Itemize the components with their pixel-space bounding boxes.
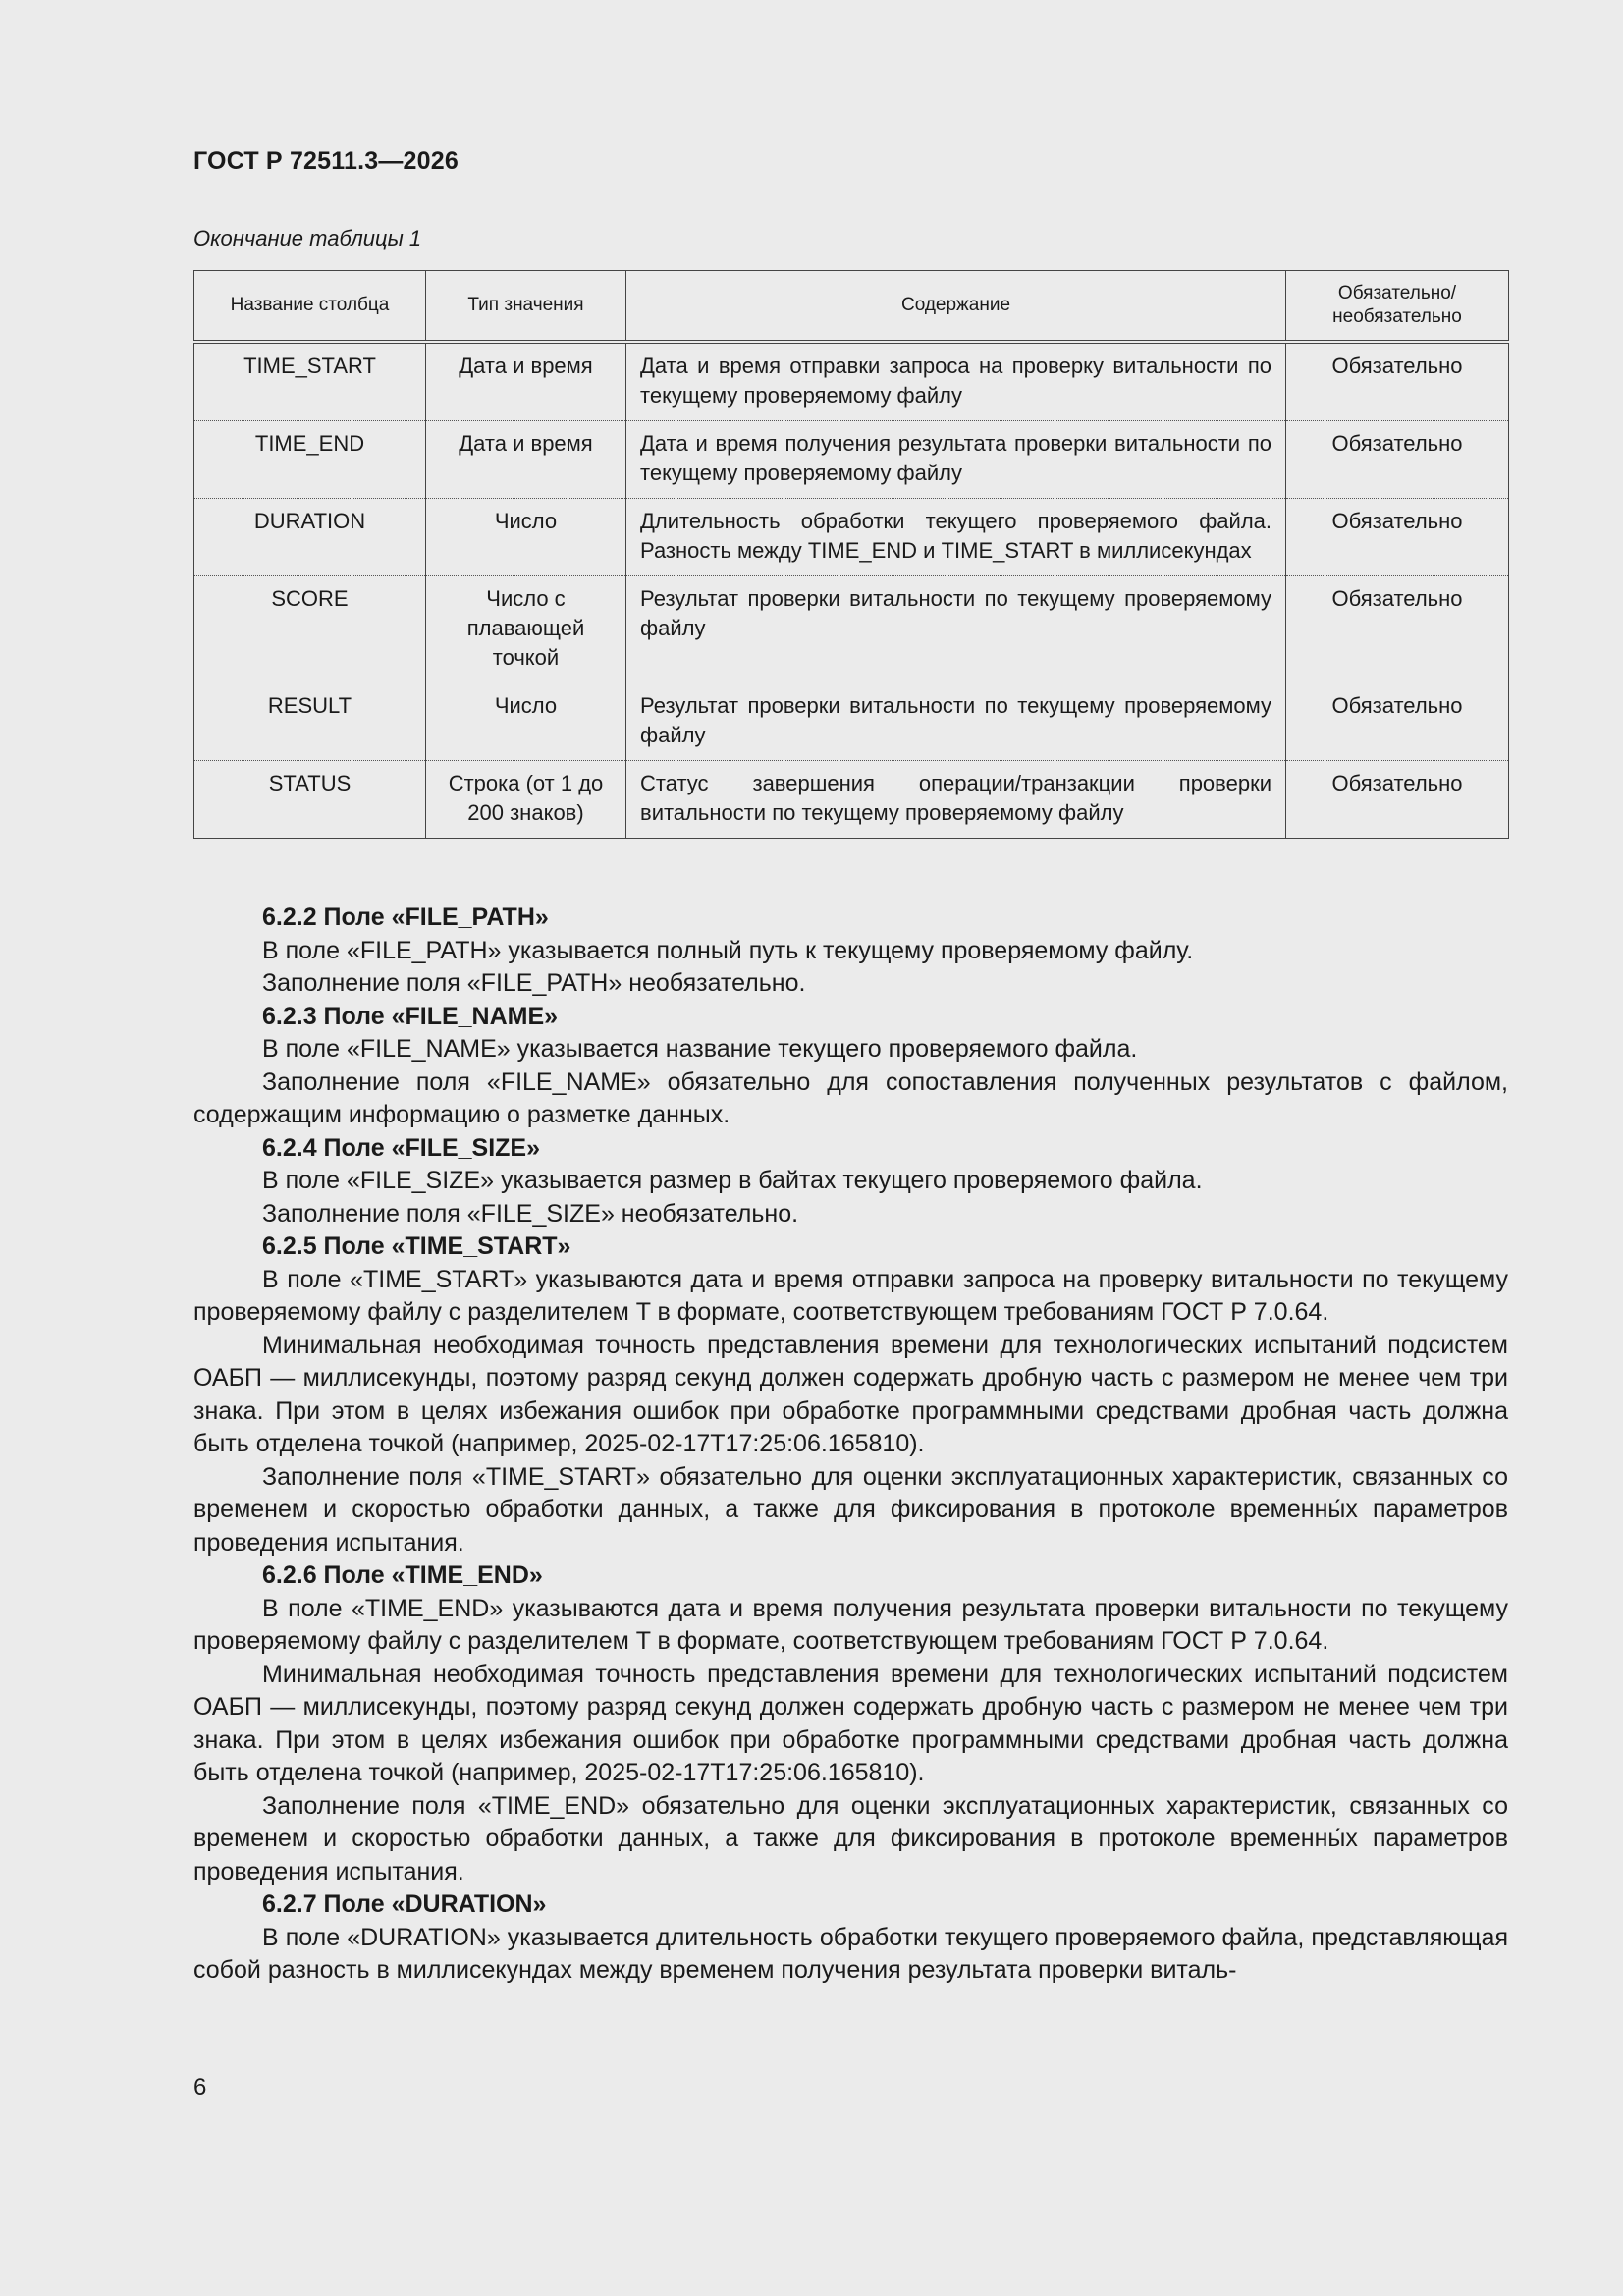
- cell-required: Обязательно: [1286, 576, 1509, 683]
- column-header-required: Обязательно/ необязательно: [1286, 271, 1509, 343]
- paragraph: Минимальная необходимая точность представления времени для технологических испытаний подсистем ОАБП — миллисекунды, поэтому разряд секунд должен содержать дробную часть с размером не менее чем три знака. При этом в целях избежания ошибок при обработке программными средствами дробная часть должна быть отделена точкой (например, 2025-02-17T17:25:06.165810).: [193, 1331, 1508, 1457]
- table-row: [194, 761, 1509, 839]
- cell-value-type: Строка (от 1 до 200 знаков): [426, 761, 626, 839]
- cell-required: Обязательно: [1286, 421, 1509, 499]
- paragraph: В поле «FILE_SIZE» указывается размер в байтах текущего проверяемого файла.: [262, 1167, 1203, 1194]
- cell-content: Дата и время отправки запроса на проверку витальности по текущему проверяемому файлу: [626, 342, 1286, 421]
- section-heading: 6.2.6 Поле «TIME_END»: [262, 1561, 543, 1589]
- cell-value-type: Число с плавающей точкой: [426, 576, 626, 683]
- section-heading: 6.2.4 Поле «FILE_SIZE»: [262, 1133, 541, 1162]
- paragraph: В поле «TIME_START» указываются дата и время отправки запроса на проверку витальности по текущему проверяемому файлу с разделителем T в формате, соответствующем требованиям ГОСТ Р 7.0.64.: [193, 1265, 1508, 1326]
- table-row: [194, 342, 1509, 421]
- cell-content: Результат проверки витальности по текущему проверяемому файлу: [626, 683, 1286, 761]
- cell-value-type: Число: [426, 499, 626, 576]
- cell-value-type: Число: [426, 683, 626, 761]
- cell-value-type: Дата и время: [426, 421, 626, 499]
- cell-value-type: Дата и время: [426, 342, 626, 421]
- section-heading: 6.2.2 Поле «FILE_PATH»: [262, 903, 549, 931]
- cell-field-name: DURATION: [194, 499, 426, 576]
- paragraph: Заполнение поля «FILE_PATH» необязательно.: [262, 969, 806, 997]
- paragraph: В поле «FILE_NAME» указывается название текущего проверяемого файла.: [262, 1035, 1138, 1063]
- table-row: [194, 421, 1509, 499]
- cell-field-name: STATUS: [194, 761, 426, 839]
- page-number: 6: [193, 2074, 207, 2101]
- cell-field-name: TIME_START: [194, 342, 426, 421]
- cell-required: Обязательно: [1286, 683, 1509, 761]
- cell-required: Обязательно: [1286, 761, 1509, 839]
- cell-required: Обязательно: [1286, 342, 1509, 421]
- section-heading: 6.2.7 Поле «DURATION»: [262, 1890, 547, 1918]
- body-text: [193, 902, 1508, 1988]
- table-header-row: [194, 271, 1509, 343]
- paragraph: Заполнение поля «TIME_END» обязательно для оценки эксплуатационных характеристик, связанных со временем и скоростью обработки данных, а также для фиксирования в протоколе временны́х параметров проведения испытания.: [193, 1791, 1508, 1886]
- cell-field-name: SCORE: [194, 576, 426, 683]
- table-row: [194, 683, 1509, 761]
- document-header: ГОСТ Р 72511.3—2026: [193, 147, 459, 175]
- column-header-content: Содержание: [626, 271, 1286, 343]
- paragraph: В поле «FILE_PATH» указывается полный путь к текущему проверяемому файлу.: [262, 936, 1194, 964]
- fields-table: [193, 270, 1509, 839]
- paragraph: В поле «DURATION» указывается длительность обработки текущего проверяемого файла, представляющая собой разность в миллисекундах между временем получения результата проверки виталь-: [193, 1923, 1508, 1984]
- cell-field-name: RESULT: [194, 683, 426, 761]
- paragraph: В поле «TIME_END» указываются дата и время получения результата проверки витальности по текущему проверяемому файлу с разделителем T в формате, соответствующем требованиям ГОСТ Р 7.0.64.: [193, 1594, 1508, 1655]
- table-row: [194, 576, 1509, 683]
- paragraph: Заполнение поля «FILE_NAME» обязательно для сопоставления полученных результатов с файлом, содержащим информацию о разметке данных.: [193, 1067, 1508, 1128]
- cell-content: Длительность обработки текущего проверяемого файла. Разность между TIME_END и TIME_START в миллисекундах: [626, 499, 1286, 576]
- table-caption: Окончание таблицы 1: [193, 226, 422, 250]
- section-heading: 6.2.5 Поле «TIME_START»: [262, 1232, 571, 1260]
- cell-content: Результат проверки витальности по текущему проверяемому файлу: [626, 576, 1286, 683]
- cell-required: Обязательно: [1286, 499, 1509, 576]
- cell-content: Статус завершения операции/транзакции проверки витальности по текущему проверяемому файлу: [626, 761, 1286, 839]
- cell-content: Дата и время получения результата проверки витальности по текущему проверяемому файлу: [626, 421, 1286, 499]
- table-row: [194, 499, 1509, 576]
- paragraph: Заполнение поля «FILE_SIZE» необязательно.: [262, 1199, 799, 1228]
- column-header-type: Тип значения: [426, 271, 626, 343]
- cell-field-name: TIME_END: [194, 421, 426, 499]
- paragraph: Заполнение поля «TIME_START» обязательно для оценки эксплуатационных характеристик, связанных со временем и скоростью обработки данных, а также для фиксирования в протоколе временны́х параметров проведения испытания.: [193, 1462, 1508, 1557]
- section-heading: 6.2.3 Поле «FILE_NAME»: [262, 1002, 559, 1030]
- paragraph: Минимальная необходимая точность представления времени для технологических испытаний подсистем ОАБП — миллисекунды, поэтому разряд секунд должен содержать дробную часть с размером не менее чем три знака. При этом в целях избежания ошибок при обработке программными средствами дробная часть должна быть отделена точкой (например, 2025-02-17T17:25:06.165810).: [193, 1660, 1508, 1786]
- column-header-name: Название столбца: [194, 271, 426, 343]
